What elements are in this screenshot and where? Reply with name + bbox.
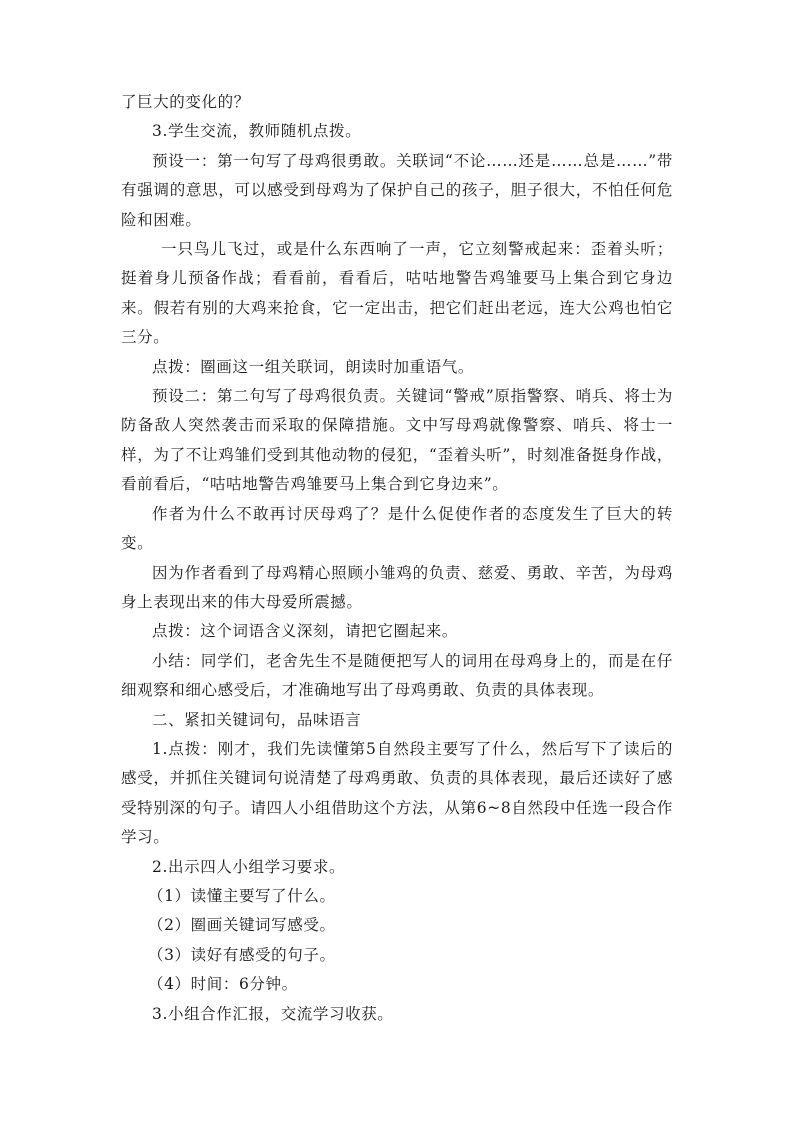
paragraph-tip-2: 点拨：这个词语含义深刻，请把它圈起来。 bbox=[152, 622, 458, 641]
paragraph-preset-2: 预设二：第二句写了母鸡很负责。关键词“警戒”原指警察、哨兵、将士为防备敌人突然袭击而采取的保障措施。文中写母鸡就像警察、哨兵、将士一样，为了不让鸡雏们受到其他动物的侵犯，“歪着头听”，时刻准备挺身作战，看前看后，“咕咕地警告鸡雏要马上集合到它身边来”。 bbox=[121, 387, 673, 494]
document-body bbox=[121, 88, 673, 1029]
paragraph-preset-1: 预设一：第一句写了母鸡很勇敢。关联词“不论……还是……总是……”带有强调的意思，可以感受到母鸡为了保护自己的孩子，胆子很大，不怕任何危险和困难。 bbox=[121, 151, 673, 229]
requirement-item-2: （2）圈画关键词写感受。 bbox=[148, 916, 336, 935]
paragraph-step-3: 3.学生交流，教师随机点拨。 bbox=[152, 122, 362, 141]
paragraph-quote: 一只鸟儿飞过，或是什么东西响了一声，它立刻警戒起来：歪着头听；挺着身儿预备作战；看看前，看看后，咕咕地警告鸡雏要马上集合到它身边来。假若有别的大鸡来抢食，它一定出击，把它们赶出老远，连大公鸡也怕它三分。 bbox=[121, 240, 673, 347]
requirement-item-4: （4）时间：6分钟。 bbox=[148, 975, 298, 994]
requirement-item-3: （3）读好有感受的句子。 bbox=[148, 945, 336, 964]
paragraph-summary: 小结：同学们，老舍先生不是随便把写人的词用在母鸡身上的，而是在仔细观察和细心感受后，才准确地写出了母鸡勇敢、负责的具体表现。 bbox=[121, 651, 673, 700]
paragraph-step-2: 2.出示四人小组学习要求。 bbox=[152, 857, 346, 876]
paragraph-tip-1: 点拨：圈画这一组关联词，朗读时加重语气。 bbox=[152, 357, 475, 376]
paragraph-step-3-report: 3.小组合作汇报，交流学习收获。 bbox=[152, 1004, 394, 1023]
paragraph-question: 作者为什么不敢再讨厌母鸡了？是什么促使作者的态度发生了巨大的转变。 bbox=[121, 504, 673, 553]
requirement-item-1: （1）读懂主要写了什么。 bbox=[148, 886, 336, 905]
section-heading-2: 二、紧扣关键词句，品味语言 bbox=[152, 710, 362, 729]
paragraph-continuation: 了巨大的变化的？ bbox=[121, 93, 250, 111]
paragraph-step-1: 1.点拨：刚才，我们先读懂第5自然段主要写了什么，然后写下了读后的感受，并抓住关键词句说清楚了母鸡勇敢、负责的具体表现，最后还读好了感受特别深的句子。请四人小组借助这个方法，从第6~8自然段中任选一段合作学习。 bbox=[121, 739, 673, 847]
paragraph-answer: 因为作者看到了母鸡精心照顾小雏鸡的负责、慈爱、勇敢、辛苦，为母鸡身上表现出来的伟大母爱所震撼。 bbox=[121, 563, 673, 611]
